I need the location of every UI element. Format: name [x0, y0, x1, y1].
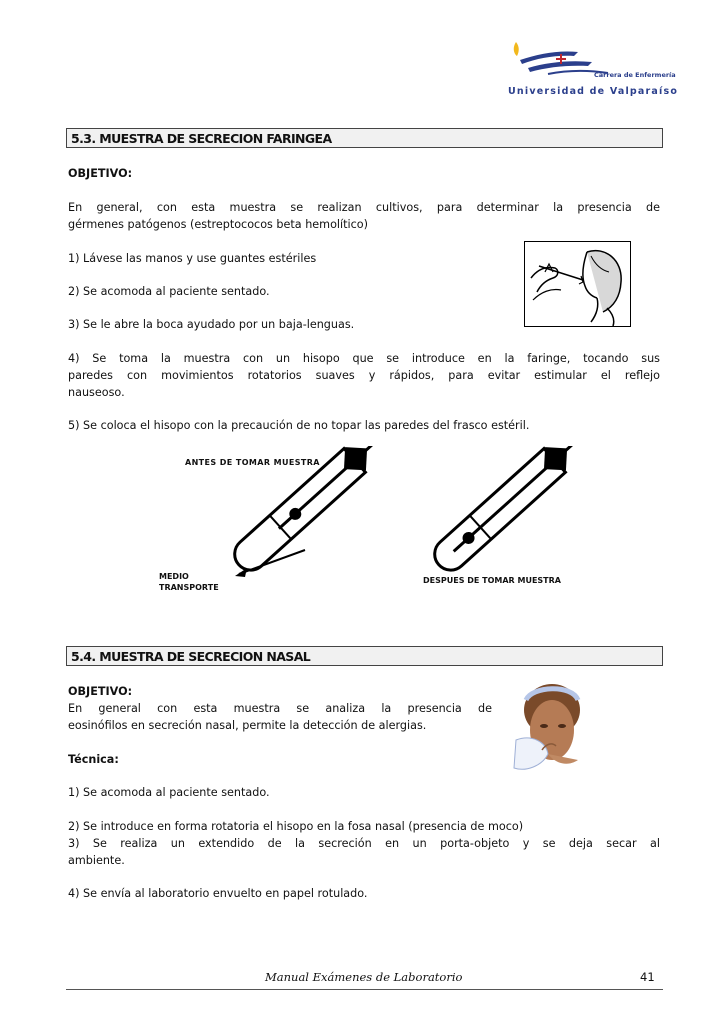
step-1: 1) Se acomoda al paciente sentado.	[68, 786, 270, 799]
intro-text-line: En general con esta muestra se analiza la presencia de	[68, 702, 492, 715]
step-4: 4) Se envía al laboratorio envuelto en papel rotulado.	[68, 887, 368, 900]
label-medio: MEDIO	[159, 572, 189, 581]
intro-text-line: eosinófilos en secreción nasal, permite la detección de alergias.	[68, 719, 427, 732]
footer-divider	[66, 989, 663, 990]
step-3-line: 3) Se realiza un extendido de la secreción en un porta-objeto y se deja secar al	[68, 837, 660, 850]
step-4-line: 4) Se toma la muestra con un hisopo que se introduce en la faringe, tocando sus	[68, 352, 660, 365]
logo-name: Universidad de Valparaíso	[508, 86, 679, 97]
step-2: 2) Se acomoda al paciente sentado.	[68, 285, 270, 298]
step-1: 1) Lávese las manos y use guantes estériles	[68, 252, 317, 265]
university-logo	[508, 40, 679, 102]
swab-transport-diagram	[155, 446, 575, 606]
step-3: 3) Se le abre la boca ayudado por un baja-lenguas.	[68, 318, 355, 331]
label-after: DESPUES DE TOMAR MUESTRA	[423, 576, 561, 585]
step-3-line: ambiente.	[68, 854, 125, 867]
step-4-line: paredes con movimientos rotatorios suaves y rápidos, para evitar estimular el reflejo	[68, 369, 660, 382]
patient-nasal-swab-icon	[512, 680, 590, 776]
section-title-nasal: 5.4. MUESTRA DE SECRECION NASAL	[66, 646, 663, 666]
step-4-line: nauseoso.	[68, 386, 125, 399]
label-transporte: TRANSPORTE	[159, 583, 219, 592]
throat-swab-illustration	[524, 241, 631, 327]
step-2: 2) Se introduce en forma rotatoria el hisopo en la fosa nasal (presencia de moco)	[68, 820, 524, 833]
patient-throat-swab-icon	[525, 242, 630, 326]
intro-text-line: En general, con esta muestra se realizan cultivos, para determinar la presencia de	[68, 201, 660, 214]
technique-label: Técnica:	[68, 753, 119, 766]
step-5: 5) Se coloca el hisopo con la precaución de no topar las paredes del frasco estéril.	[68, 419, 530, 432]
footer-manual-title: Manual Exámenes de Laboratorio	[265, 970, 463, 984]
section-title-faringea: 5.3. MUESTRA DE SECRECION FARINGEA	[66, 128, 663, 148]
page-number: 41	[640, 970, 655, 984]
intro-text-line: gérmenes patógenos (estreptococos beta hemolítico)	[68, 218, 368, 231]
logo-subtitle: Carrera de Enfermería	[594, 71, 676, 79]
lamp-emblem-icon	[508, 40, 668, 86]
label-before: ANTES DE TOMAR MUESTRA	[185, 458, 320, 467]
objective-label: OBJETIVO:	[68, 167, 133, 180]
nasal-swab-illustration	[512, 680, 590, 776]
objective-label: OBJETIVO:	[68, 685, 133, 698]
